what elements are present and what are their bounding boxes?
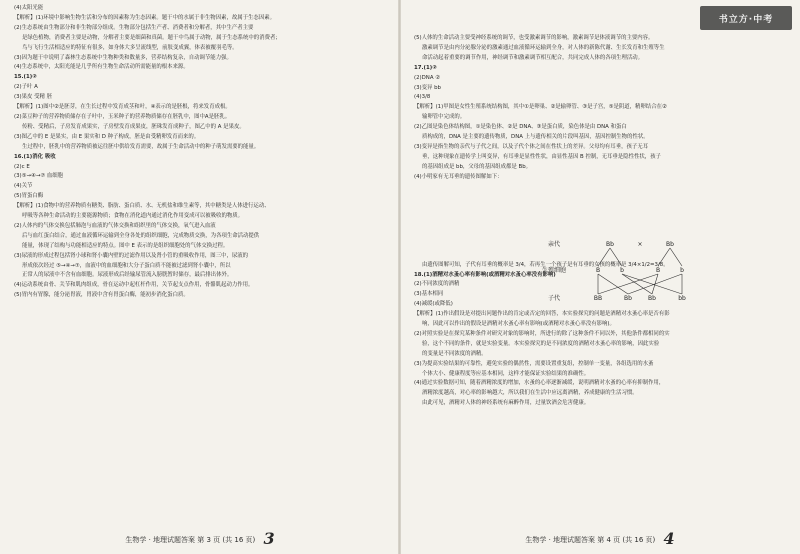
- diagram-gamete: b: [680, 267, 684, 274]
- right-footer-text: 生物学 · 地理试题答案 第 4 页 (共 16 页): [525, 536, 656, 544]
- text-line: 输卵管中完成的。: [422, 114, 466, 121]
- text-line: 能量，体现了结构与功能相适应的特点。图中 E 表示的是组织细胞处的气体交换过程。: [22, 242, 229, 249]
- cross-line: [622, 274, 652, 294]
- text-line: 后与血红蛋白结合，通过血液循环运输到全身各处的组织细胞，完成物质交换，为各项生命活动提供: [22, 232, 260, 239]
- text-line: (2)乙图是染色体结构图，①是染色体、②是 DNA、③是蛋白质，染色体是由 DNA 和蛋白: [414, 124, 627, 131]
- text-line: 【解析】(1)食物中的营养物质有糖类、脂肪、蛋白质、水、无机盐和维生素等，其中糖类是人体进行运动、: [14, 203, 270, 210]
- cross-line: [622, 274, 682, 294]
- text-line: (3)基本相同: [414, 291, 444, 298]
- text-line: 17.(1)②: [414, 64, 437, 71]
- text-line: 生过程中，胚乳中的营养物质被运往胚中供给发育需要，故属于生命活动中的种子萌发需要的能量。: [22, 143, 260, 150]
- cross-line: [658, 248, 670, 266]
- diagram-offspring: Bb: [648, 295, 656, 302]
- diagram-row-label: 子代: [547, 295, 561, 302]
- text-line: (4)运动系统由骨、关节和肌肉组成，骨在运动中起杠杆作用，关节起支点作用，骨骼肌起动力作用。: [14, 282, 254, 289]
- text-line: (2)对照实验是在探究某种条件对研究对象的影响时，所进行的除了这种条件不同以外，其他条件都相同的实: [414, 330, 670, 337]
- diagram-row-label: 亲代: [547, 241, 561, 248]
- publisher-logo: 书立方·中考: [700, 6, 792, 30]
- text-line: (4)小明家有无耳垂的遗传图解如下：: [414, 173, 503, 180]
- right-page-number: 4: [663, 529, 675, 548]
- text-line: 的变量是不同浓度的酒精。: [422, 350, 487, 357]
- text-line: (3)果皮 受精 胚: [14, 94, 53, 101]
- text-line: 响，因此可以作出的假设是酒精对水蚤心率有影响(或酒精对水蚤心率没有影响)。: [422, 321, 615, 328]
- text-line: (4)太阳光能: [14, 5, 44, 11]
- text-line: 传粉、受精后，子房发育成果实，子房壁发育成果皮，胚珠发育成种子，图乙中的 A 是果皮。: [22, 123, 245, 130]
- text-line: (2)生态系统由生物部分和非生物部分组成。生物部分包括生产者、消费者和分解者，其中生产者主要: [14, 24, 254, 31]
- diagram-parent: Bb: [606, 241, 614, 248]
- inheritance-diagram: [540, 236, 730, 306]
- text-line: 16.(1)消化 吸收: [14, 153, 56, 160]
- text-line: (4)生态系统中，太阳光能是几乎所有生物生命活动所需能量的根本来源。: [14, 64, 189, 71]
- text-line: 【解析】(1)图中②是胚芽，在生长过程中发育成茎和叶，④表示的是胚根，将来发育成根。: [14, 104, 231, 111]
- text-line: (4)3/8: [414, 94, 431, 101]
- text-line: (2)菜豆种子的营养物质储存在子叶中，玉米种子的营养物质储存在胚乳中，图中A是胚乳。: [14, 113, 231, 120]
- text-line: 命活动起着重要的调节作用，神经调节和激素调节相互配合，共同完成人体的各项生理活动。: [422, 54, 644, 61]
- diagram-offspring: BB: [593, 295, 603, 302]
- text-line: (5)胃内有胃腺，能分泌胃液，胃液中含有胃蛋白酶，能初步消化蛋白质。: [14, 292, 189, 299]
- text-line: 形成依次经过 ⑤→④→⑦，血液中的血细胞和大分子蛋白质不能被过滤到肾小囊中，所以: [22, 262, 231, 269]
- text-line: 由此可见，酒精对人体的神经系统有麻醉作用，过量饮酒会危害健康。: [422, 400, 590, 407]
- cross-line: [598, 274, 658, 294]
- text-line: 垂，这种现象在遗传学上叫变异，有耳垂是显性性状，由显性基因 B 控制，无耳垂是隐性性状，孩子: [422, 153, 661, 160]
- diagram-gamete: B: [595, 267, 601, 274]
- text-line: 鸟与飞行生活相适应的特征有很多，如身体大多呈流线型，前肢变成翼，体表被覆羽毛等。: [22, 44, 238, 51]
- text-line: (2)不同浓度的酒精: [414, 281, 460, 288]
- text-line: 15.(1)②: [14, 74, 37, 81]
- text-line: (5)人体的生命活动主要受神经系统的调节，也受激素调节的影响，激素调节是体液调节的主要内容。: [414, 35, 654, 41]
- text-line: 【解析】(1)甲图是女性生殖系统结构图，其中①是卵巢、②是输卵管、③是子宫，⑤是阴道，精卵结合在②: [414, 104, 667, 111]
- diagram-parent: Bb: [666, 241, 674, 248]
- cross-line: [670, 248, 682, 266]
- text-line: 个体大小、健康程度等应基本相同，这样才能保证实验结果的准确性。: [422, 370, 590, 377]
- diagram-parent: ×: [637, 241, 643, 248]
- text-line: 由遗传图解可知，子代有耳垂的概率是 3/4，若再生一个孩子是有耳垂的女孩的概率是 3/4×1/2=3/8。: [422, 261, 669, 268]
- cross-line: [598, 274, 628, 294]
- text-line: 呼吸等各种生命活动的主要能源物质；食物在消化道内通过消化作用变成可以被吸收的物质。: [22, 213, 244, 220]
- text-line: (3)图乙中的 E 是果实，由 E 果实和 D 种子构成，胚是由受精卵发育而来的。: [14, 133, 200, 140]
- text-line: 【解析】(1)环境中影响生物生活和分布的因素称为生态因素。题干中的水属于非生物因素，故属于生态因素。: [14, 14, 275, 21]
- left-footer: [0, 529, 400, 548]
- text-line: (3)⑤→④→⑦ 血细胞: [14, 173, 64, 180]
- left-page-number: 3: [263, 529, 275, 548]
- text-line: (3)因为题干中说明了森林生态系统中生物种类和数量多，营养结构复杂，自动调节能力强。: [14, 54, 232, 61]
- right-footer: [400, 529, 800, 548]
- text-line: (2)人体内的气体交换包括肺泡与血液的气体交换和组织里的气体交换，氧气进入血液: [14, 222, 216, 229]
- cross-line: [598, 248, 610, 266]
- text-line: 的基因组成是 bb，父母的基因组成都是 Bb。: [422, 163, 532, 170]
- text-line: 【解析】(1)作出假设是对提出问题作出的肯定或否定的回答，本实验探究的问题是酒精对水蚤心率是否有影: [414, 311, 670, 318]
- diagram-offspring: Bb: [624, 295, 632, 302]
- text-line: (3)变异 bb: [414, 84, 441, 91]
- text-line: (2)c E: [14, 163, 30, 170]
- text-line: 验，这个不同的条件，就是实验变量。本实验探究的是不同浓度的酒精对水蚤心率的影响，因此实验: [422, 340, 660, 347]
- text-line: 18.(1)酒精对水蚤心率有影响(或酒精对水蚤心率没有影响): [414, 271, 556, 278]
- text-line: (5)胃蛋白酶: [14, 193, 44, 200]
- diagram-row-label: 生殖细胞: [541, 267, 567, 274]
- text-line: (4)通过实验数据可知，随着酒精浓度的增加，水蚤的心率逐渐减缓，说明酒精对水蚤的心率有抑制作用，: [414, 380, 665, 387]
- text-line: 正常人的尿液中不含有血细胞。尿液形成后经输尿管流入膀胱暂时储存，最后排出体外。: [22, 272, 233, 279]
- diagram-offspring: bb: [678, 295, 686, 302]
- diagram-gamete: b: [620, 267, 624, 274]
- text-line: (2)子叶 A: [14, 84, 38, 91]
- text-line: 质构成的，DNA 是主要的遗传物质，DNA 上与遗传相关的片段叫基因，基因控制生物的性状。: [422, 134, 649, 141]
- text-line: (4)减缓(或降低): [414, 301, 453, 308]
- left-footer-text: 生物学 · 地理试题答案 第 3 页 (共 16 页): [125, 536, 256, 544]
- text-line: (3)尿液的形成过程包括肾小球和肾小囊内壁的过滤作用以及肾小管的重吸收作用，图三中，尿液的: [14, 252, 249, 259]
- cross-line: [610, 248, 622, 266]
- text-line: 是绿色植物，消费者主要是动物，分解者主要是细菌和真菌。题干中鸟属于动物，属于生态系统中的消费者；: [22, 34, 281, 41]
- text-line: (3)为提高实验结果的可靠性，避免实验的偶然性，需要设置重复组，控制单一变量，各组选用的水蚤: [414, 360, 654, 367]
- text-line: (2)DNA ②: [414, 74, 441, 81]
- diagram-gamete: B: [655, 267, 661, 274]
- text-line: 激素调节是由内分泌腺分泌的激素通过血液循环运输到全身，对人体的新陈代谢、生长发育和生殖等生: [422, 44, 665, 51]
- text-line: 酒精浓度越高，对心率的影响越大，所以我们在生活中应远离酒精，养成健康的生活习惯。: [422, 390, 638, 397]
- text-line: (3)变异是指生物的亲代与子代之间，以及子代个体之间在性状上的差异。父母均有耳垂，孩子无耳: [414, 143, 649, 150]
- text-line: (4)关节: [14, 183, 33, 190]
